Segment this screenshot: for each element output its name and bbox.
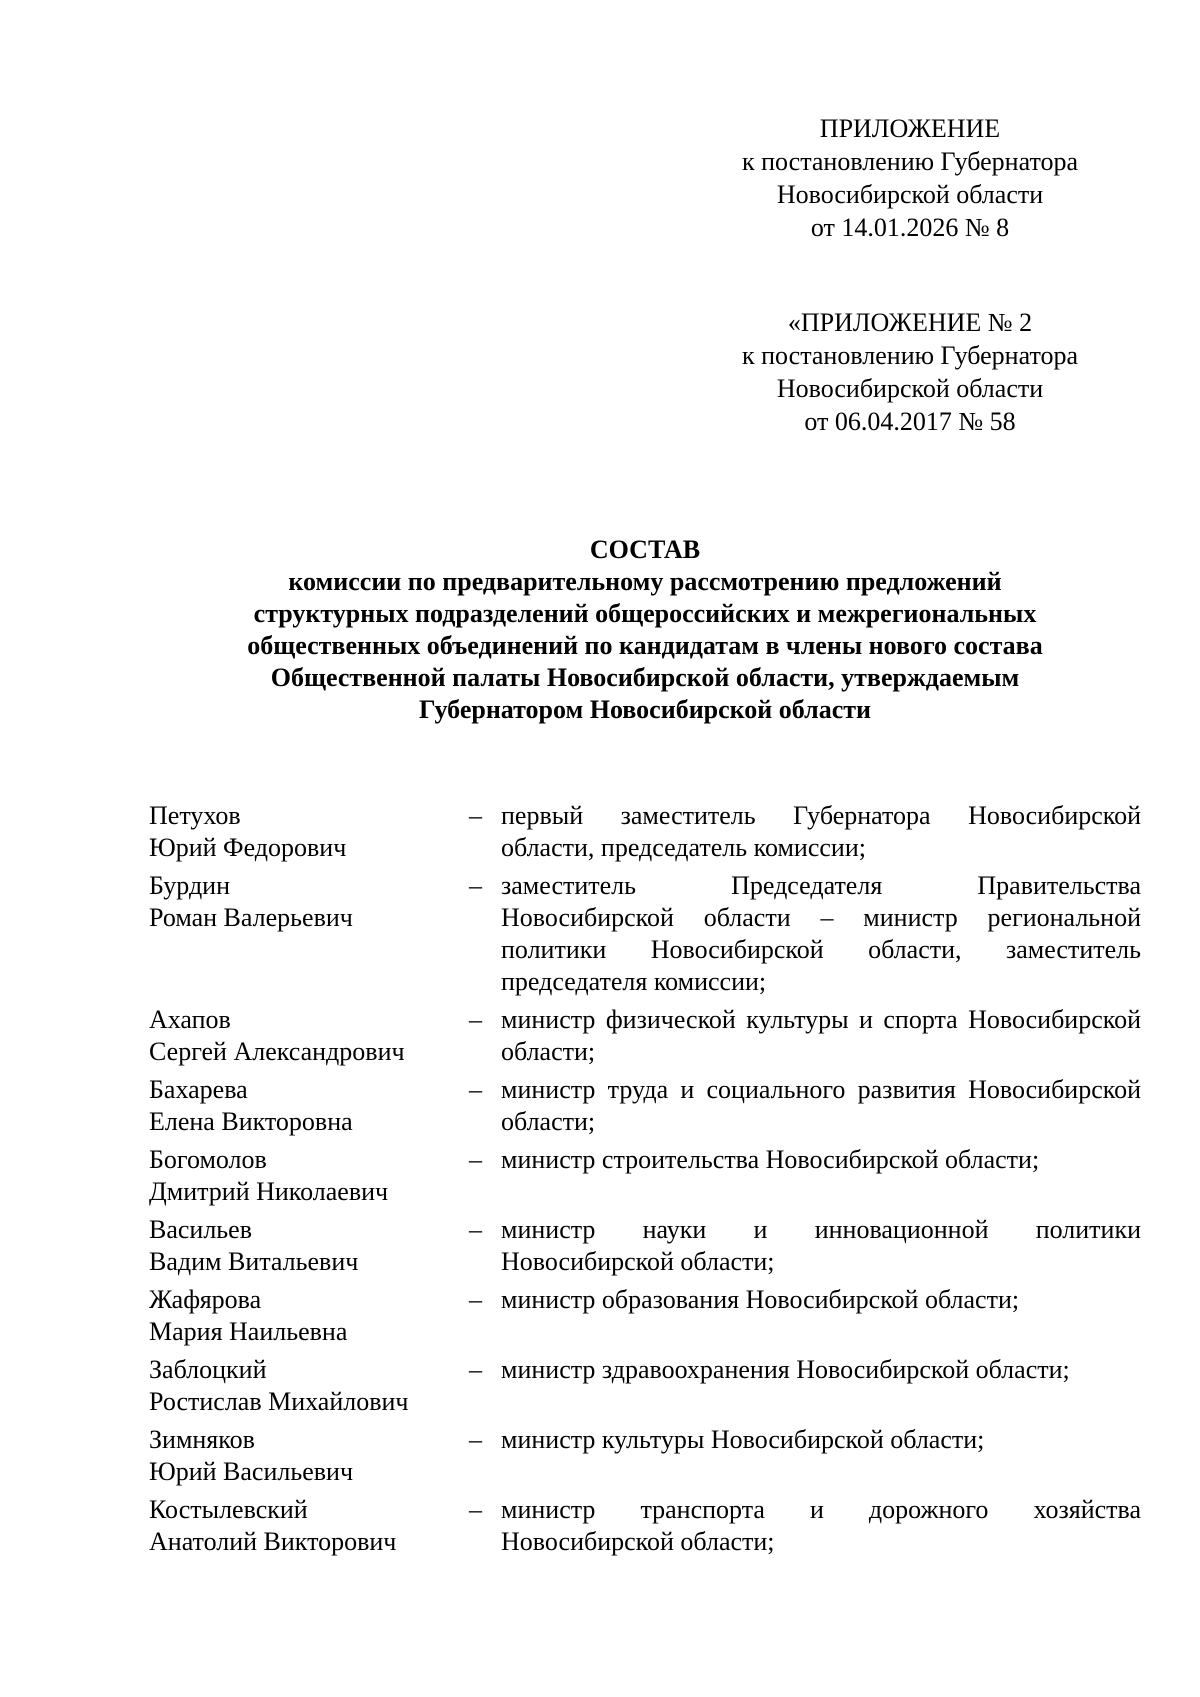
member-surname: Бахарева	[149, 1075, 248, 1104]
document-title	[150, 534, 1140, 726]
member-entry	[149, 1074, 1141, 1138]
member-entry	[149, 1354, 1141, 1418]
member-name	[149, 1004, 469, 1068]
member-role: министр науки и инновационной политики Новосибирской области;	[501, 1215, 1141, 1276]
dash-separator: –	[469, 1145, 482, 1174]
member-surname: Васильев	[149, 1215, 252, 1244]
member-surname: Петухов	[149, 801, 241, 830]
dash-separator: –	[469, 1425, 482, 1454]
member-given-name: Сергей Александрович	[149, 1037, 405, 1066]
member-entry	[149, 1494, 1141, 1558]
member-given-name: Дмитрий Николаевич	[149, 1177, 389, 1206]
member-given-name: Юрий Федорович	[149, 833, 347, 862]
member-entry	[149, 1284, 1141, 1348]
title-line: Общественной палаты Новосибирской области, утверждаемым	[270, 663, 1020, 692]
dash-separator: –	[469, 801, 482, 830]
dash-separator: –	[469, 1075, 482, 1104]
member-entry	[149, 1004, 1141, 1068]
member-given-name: Вадим Витальевич	[149, 1247, 359, 1276]
member-surname: Заблоцкий	[149, 1355, 267, 1384]
member-given-name: Ростислав Михайлович	[149, 1387, 409, 1416]
member-given-name: Мария Наильевна	[149, 1317, 348, 1346]
dash-separator: –	[469, 1005, 482, 1034]
appendix-title: ПРИЛОЖЕНИЕ	[819, 114, 1001, 143]
members-list	[149, 800, 1141, 1564]
dash-separator: –	[469, 1355, 482, 1384]
member-role: министр здравоохранения Новосибирской области;	[501, 1355, 1070, 1384]
member-name	[149, 1354, 469, 1418]
dash-separator: –	[469, 1215, 482, 1244]
member-surname: Зимняков	[149, 1425, 255, 1454]
member-surname: Бурдин	[149, 871, 230, 900]
appendix-date-number: от 06.04.2017 № 58	[804, 407, 1016, 436]
member-name	[149, 1144, 469, 1208]
member-given-name: Юрий Васильевич	[149, 1457, 354, 1486]
member-given-name: Анатолий Викторович	[149, 1527, 397, 1556]
member-given-name: Елена Викторовна	[149, 1107, 353, 1136]
dash-separator: –	[469, 871, 482, 900]
member-entry	[149, 1424, 1141, 1488]
member-surname: Богомолов	[149, 1145, 267, 1174]
member-name	[149, 800, 469, 864]
appendix-header-original	[700, 306, 1120, 438]
member-role: заместитель Председателя Правительства Новосибирской области – министр региональной политики Новосибирской области, заместитель председателя комиссии;	[501, 871, 1141, 996]
title-heading: СОСТАВ	[589, 535, 701, 564]
member-role: министр строительства Новосибирской области;	[501, 1145, 1040, 1174]
member-role: министр транспорта и дорожного хозяйства Новосибирской области;	[501, 1495, 1141, 1556]
member-role: министр труда и социального развития Новосибирской области;	[501, 1075, 1141, 1136]
appendix-title: «ПРИЛОЖЕНИЕ № 2	[787, 308, 1033, 337]
member-name	[149, 870, 469, 998]
member-surname: Ахапов	[149, 1005, 231, 1034]
member-entry	[149, 1214, 1141, 1278]
member-name	[149, 1074, 469, 1138]
appendix-decree-ref: к постановлению Губернатора	[741, 341, 1079, 370]
member-entry	[149, 870, 1141, 998]
member-role: первый заместитель Губернатора Новосибирской области, председатель комиссии;	[501, 801, 1141, 862]
member-surname: Костылевский	[149, 1495, 308, 1524]
member-role: министр культуры Новосибирской области;	[501, 1425, 985, 1454]
appendix-region: Новосибирской области	[776, 180, 1044, 209]
member-entry	[149, 1144, 1141, 1208]
member-given-name: Роман Валерьевич	[149, 903, 353, 932]
dash-separator: –	[469, 1285, 482, 1314]
member-role: министр физической культуры и спорта Новосибирской области;	[501, 1005, 1141, 1066]
dash-separator: –	[469, 1495, 482, 1524]
appendix-region: Новосибирской области	[776, 374, 1044, 403]
appendix-decree-ref: к постановлению Губернатора	[741, 147, 1079, 176]
title-line: структурных подразделений общероссийских и межрегиональных	[253, 599, 1037, 628]
member-surname: Жафярова	[149, 1285, 262, 1314]
title-line: комиссии по предварительному рассмотрению предложений	[288, 567, 1002, 596]
member-name	[149, 1424, 469, 1488]
member-name	[149, 1214, 469, 1278]
title-line: общественных объединений по кандидатам в члены нового состава	[247, 631, 1043, 660]
member-role: министр образования Новосибирской области;	[501, 1285, 1020, 1314]
member-name	[149, 1284, 469, 1348]
appendix-header-current	[700, 112, 1120, 244]
member-name	[149, 1494, 469, 1558]
member-entry	[149, 800, 1141, 864]
title-line: Губернатором Новосибирской области	[418, 695, 872, 724]
appendix-date-number: от 14.01.2026 № 8	[810, 213, 1010, 242]
